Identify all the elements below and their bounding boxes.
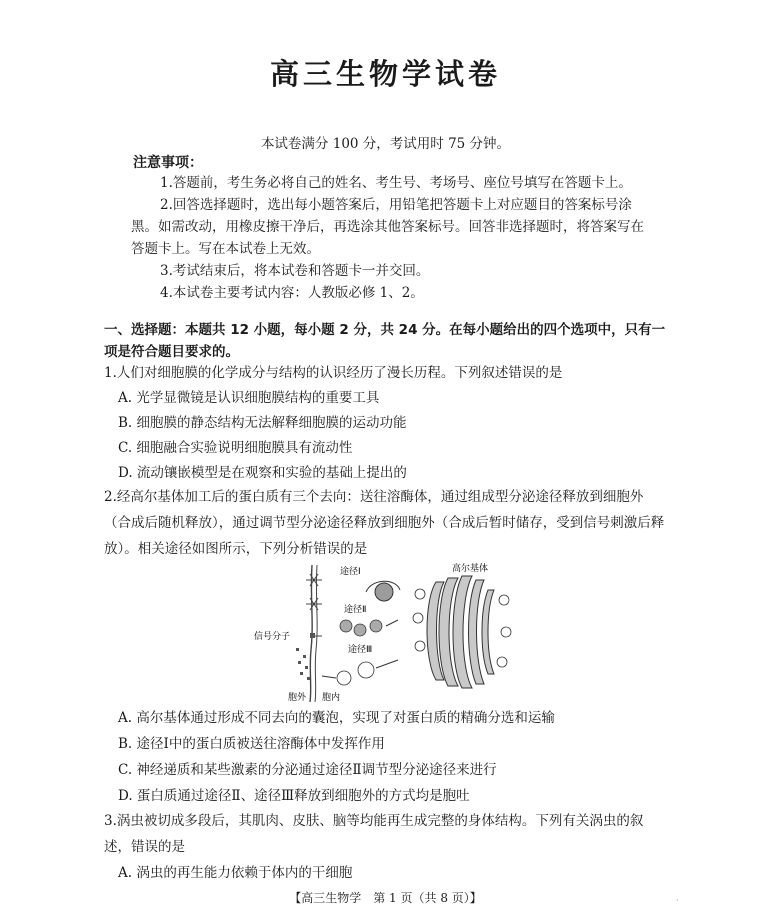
option-d: D. 流动镶嵌模型是在观察和实验的基础上提出的 — [118, 465, 407, 481]
option-c: C. 神经递质和某些激素的分泌通过途径Ⅱ调节型分泌途径来进行 — [118, 762, 497, 778]
notice-line: 4.本试卷主要考试内容：人教版必修 1、2。 — [160, 285, 424, 301]
notice-line: 1.答题前，考生务必将自己的姓名、考生号、考场号、座位号填写在答题卡上。 — [160, 175, 632, 191]
notice-line: 黑。如需改动，用橡皮擦干净后，再选涂其他答案标号。回答非选择题时，将答案写在 — [131, 219, 644, 235]
option-a: A. 高尔基体通过形成不同去向的囊泡，实现了对蛋白质的精确分选和运输 — [118, 710, 555, 726]
receptor-icon — [306, 598, 322, 610]
notice-line: 答题卡上。写在本试卷上无效。 — [131, 241, 320, 257]
path1-label: 途径Ⅰ — [340, 567, 361, 577]
secreted-particles — [296, 648, 310, 680]
signal-molecule-icon — [310, 633, 315, 638]
outside-label: 胞外 — [288, 693, 307, 703]
option-a: A. 涡虫的再生能力依赖于体内的干细胞 — [118, 865, 353, 881]
option-a: A. 光学显微镜是认识细胞膜结构的重要工具 — [118, 390, 380, 406]
question-stem: 1.人们对细胞膜的化学成分与结构的认识经历了漫长历程。下列叙述错误的是 — [104, 365, 563, 381]
lysosome-vesicle — [375, 583, 393, 601]
question-stem: 3.涡虫被切成多段后，其肌肉、皮肤、脑等均能再生成完整的身体结构。下列有关涡虫的叙述，错误的是 — [104, 813, 644, 855]
page-title: 高三生物学试卷 — [269, 57, 501, 91]
option-b: B. 细胞膜的静态结构无法解释细胞膜的运动功能 — [118, 415, 407, 431]
golgi-body — [427, 576, 494, 688]
notice-line: 2.回答选择题时，选出每小题答案后，用铅笔把答题卡上对应题目的答案标号涂 — [160, 197, 632, 213]
path2-label: 途径Ⅱ — [344, 605, 367, 615]
path3-label: 途径Ⅲ — [348, 645, 373, 655]
cell-membrane-inner — [315, 565, 317, 702]
notice-line: 3.考试结束后，将本试卷和答题卡一并交回。 — [160, 263, 430, 279]
footer-mark: · — [676, 896, 679, 905]
section-heading: 一、选择题：本题共 12 小题，每小题 2 分，共 24 分。在每小题给出的四个选项中，只有一项是符合题目要求的。 — [104, 322, 666, 360]
notice-heading: 注意事项： — [133, 155, 203, 171]
option-b: B. 途径Ⅰ中的蛋白质被送往溶酶体中发挥作用 — [118, 736, 385, 752]
receptor-icon — [306, 574, 322, 586]
option-c: C. 细胞融合实验说明细胞膜具有流动性 — [118, 440, 353, 456]
inside-label: 胞内 — [322, 693, 341, 703]
question-stem: 2.经高尔基体加工后的蛋白质有三个去向：送往溶酶体，通过组成型分泌途径释放到细胞外（合成后随机释放），通过调节型分泌途径释放到细胞外（合成后暂时储存，受到信号刺激后释放）。相关途径如图所示，下列分析错误的是 — [104, 489, 665, 557]
signal-label: 信号分子 — [254, 632, 291, 642]
golgi-secretion-diagram — [248, 560, 528, 705]
page-footer: 【高三生物学 第 1 页（共 8 页）】 — [289, 891, 482, 905]
golgi-label: 高尔基体 — [452, 564, 489, 574]
option-d: D. 蛋白质通过途径Ⅱ、途径Ⅲ释放到细胞外的方式均是胞吐 — [118, 788, 470, 804]
exam-subtitle: 本试卷满分 100 分，考试用时 75 分钟。 — [260, 136, 511, 152]
